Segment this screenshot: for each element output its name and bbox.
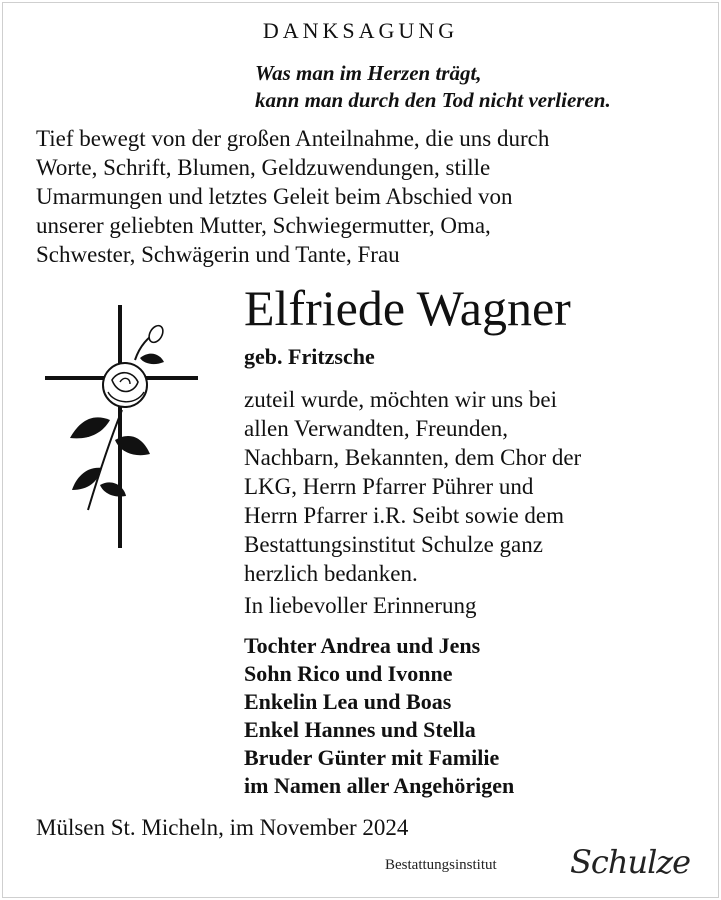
quote-line: Was man im Herzen trägt, <box>255 61 482 85</box>
signer: Sohn Rico und Ivonne <box>244 661 453 686</box>
intro-line: Umarmungen und letztes Geleit beim Abschied von <box>36 184 513 209</box>
maiden-name: geb. Fritzsche <box>244 344 375 369</box>
intro-line: Schwester, Schwägerin und Tante, Frau <box>36 242 400 267</box>
thanks-line: Nachbarn, Bekannten, dem Chor der <box>244 445 582 470</box>
signer: im Namen aller Angehörigen <box>244 773 515 798</box>
thanks-line: allen Verwandten, Freunden, <box>244 416 508 441</box>
quote-line: kann man durch den Tod nicht verlieren. <box>255 88 611 112</box>
thanks-line: herzlich bedanken. <box>244 561 418 586</box>
signer: Enkelin Lea und Boas <box>244 689 452 714</box>
funeral-home-logo: Schulze <box>570 843 691 881</box>
signer: Enkel Hannes und Stella <box>244 717 476 742</box>
intro-paragraph <box>36 124 696 269</box>
deceased-name: Elfriede Wagner <box>244 280 571 336</box>
thanks-paragraph <box>244 385 704 588</box>
intro-line: Tief bewegt von der großen Anteilnahme, die uns durch <box>36 126 550 151</box>
thanks-line: zuteil wurde, möchten wir uns bei <box>244 387 557 412</box>
cross-with-rose-icon <box>40 300 210 560</box>
signers-list <box>244 632 514 800</box>
funeral-home-label: Bestattungsinstitut <box>385 857 497 873</box>
signer: Tochter Andrea und Jens <box>244 633 481 658</box>
notice-heading: DANKSAGUNG <box>262 18 459 43</box>
signer: Bruder Günter mit Familie <box>244 745 500 770</box>
intro-line: Worte, Schrift, Blumen, Geldzuwendungen, stille <box>36 155 491 180</box>
funeral-home-signature <box>385 845 705 885</box>
thanks-line: LKG, Herrn Pfarrer Pührer und <box>244 474 534 499</box>
memorial-quote <box>255 60 715 114</box>
intro-line: unserer geliebten Mutter, Schwiegermutter, Oma, <box>36 213 491 238</box>
thanks-line: Bestattungsinstitut Schulze ganz <box>244 532 543 557</box>
memory-line: In liebevoller Erinnerung <box>244 593 477 618</box>
thanks-line: Herrn Pfarrer i.R. Seibt sowie dem <box>244 503 565 528</box>
place-date: Mülsen St. Micheln, im November 2024 <box>36 815 409 840</box>
